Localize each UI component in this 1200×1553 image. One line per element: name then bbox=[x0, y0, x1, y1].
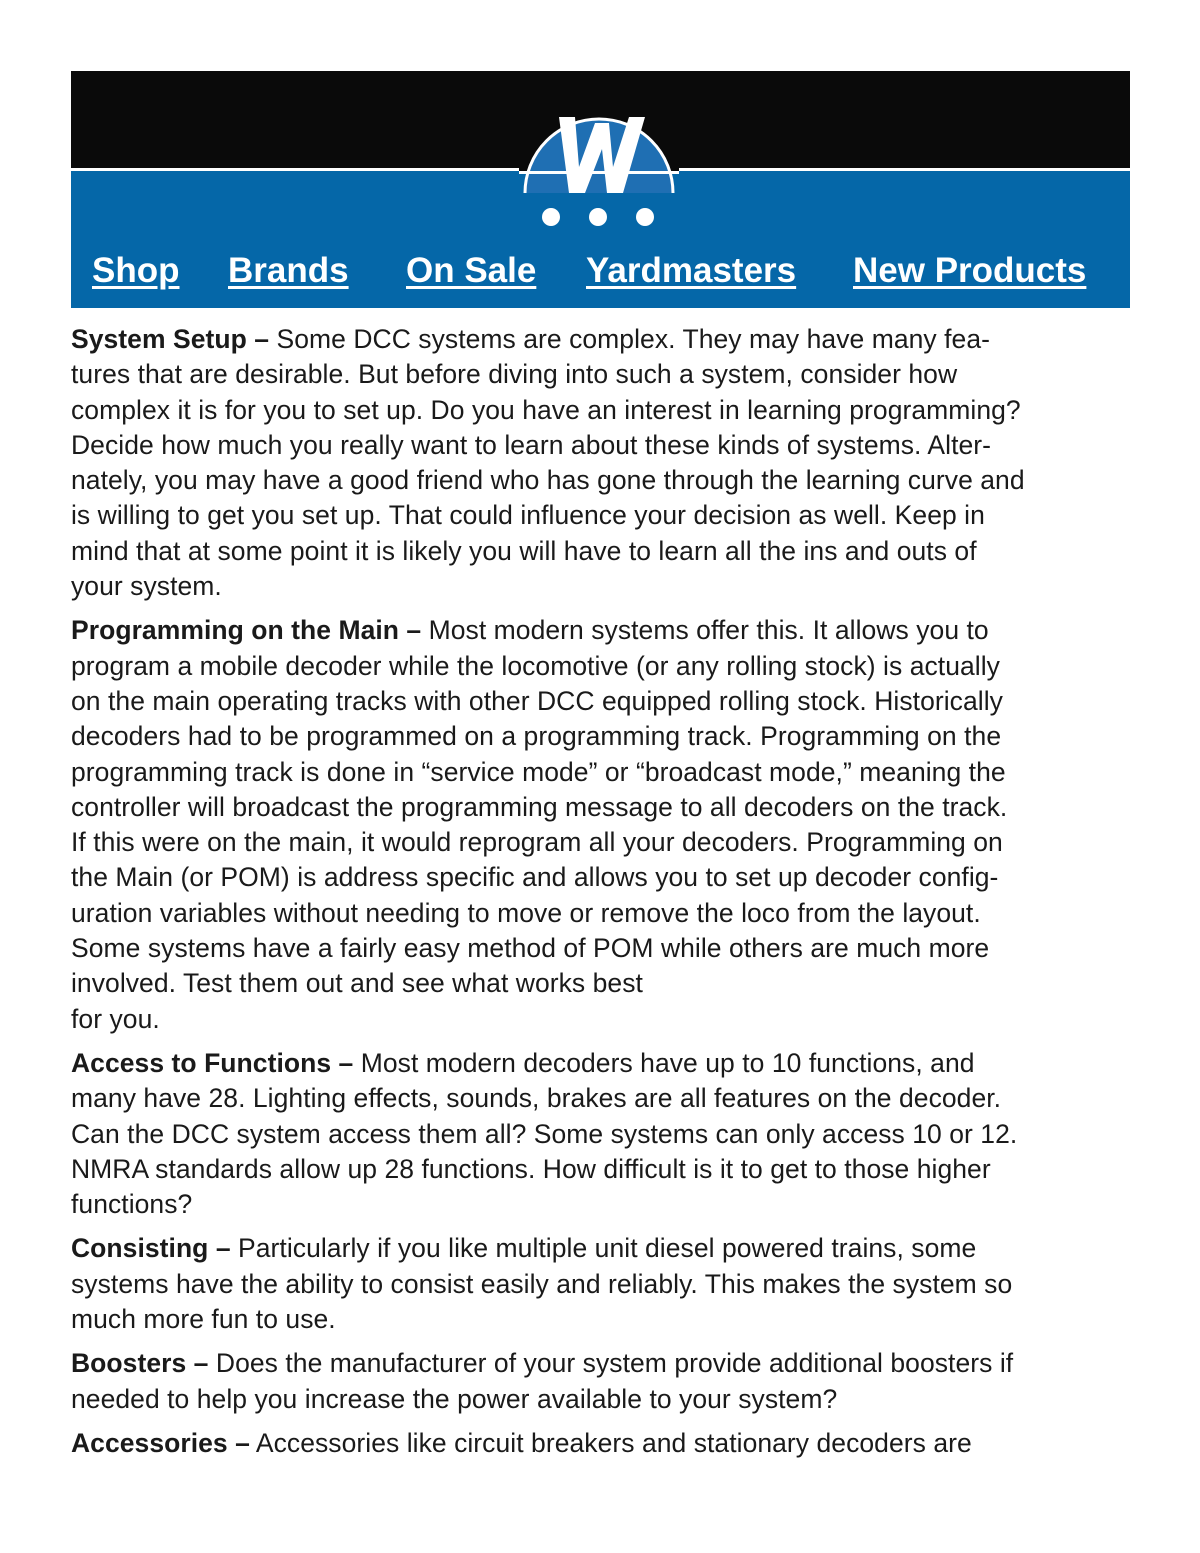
section-line: program a mobile decoder while the locomotive (or any rolling stock) is actually bbox=[71, 650, 1000, 681]
nav-link-new-products[interactable]: New Products bbox=[853, 251, 1087, 290]
section-term: Programming on the Main – bbox=[71, 615, 422, 646]
section-line: Does the manufacturer of your system provide additional boosters if bbox=[215, 1348, 1014, 1379]
section-term: Access to Functions – bbox=[71, 1047, 354, 1078]
section-line: much more fun to use. bbox=[71, 1304, 336, 1335]
section-line: Some systems have a fairly easy method of POM while others are much more bbox=[71, 933, 990, 964]
section-line: complex it is for you to set up. Do you have an interest in learning programming? bbox=[71, 394, 1021, 425]
section-term: Consisting – bbox=[71, 1233, 231, 1264]
section-line: mind that at some point it is likely you will have to learn all the ins and outs of bbox=[71, 535, 977, 566]
section-boosters bbox=[71, 1346, 1137, 1417]
section-term: System Setup – bbox=[71, 324, 270, 354]
section-term: Boosters – bbox=[71, 1348, 209, 1379]
section-line: Can the DCC system access them all? Some systems can only access 10 or 12. bbox=[71, 1118, 1018, 1149]
section-line: NMRA standards allow up 28 functions. How difficult is it to get to those higher bbox=[71, 1153, 991, 1184]
section-line: on the main operating tracks with other DCC equipped rolling stock. Historically bbox=[71, 685, 1003, 716]
section-line: uration variables without needing to move or remove the loco from the layout. bbox=[71, 897, 981, 928]
section-line: for you. bbox=[71, 1003, 160, 1034]
section-line: Particularly if you like multiple unit diesel powered trains, some bbox=[238, 1233, 977, 1264]
section-line: is willing to get you set up. That could influence your decision as well. Keep in bbox=[71, 500, 985, 531]
main-nav bbox=[71, 247, 1130, 297]
section-line: Decide how much you really want to learn about these kinds of systems. Alter- bbox=[71, 429, 992, 460]
section-line: nately, you may have a good friend who has gone through the learning curve and bbox=[71, 465, 1025, 496]
section-line: needed to help you increase the power available to your system? bbox=[71, 1383, 838, 1414]
section-consisting bbox=[71, 1231, 1137, 1337]
section-line: Most modern systems offer this. It allows you to bbox=[428, 615, 989, 646]
section-line: tures that are desirable. But before diving into such a system, consider how bbox=[71, 359, 958, 390]
section-line: Some DCC systems are complex. They may have many fea- bbox=[276, 324, 990, 354]
section-line: many have 28. Lighting effects, sounds, brakes are all features on the decoder. bbox=[71, 1083, 1002, 1114]
section-line: the Main (or POM) is address specific and allows you to set up decoder config- bbox=[71, 862, 999, 893]
section-line: your system. bbox=[71, 571, 222, 602]
section-line: systems have the ability to consist easily and reliably. This makes the system so bbox=[71, 1268, 1013, 1299]
section-term: Accessories – bbox=[71, 1427, 250, 1458]
section-line: controller will broadcast the programming message to all decoders on the track. bbox=[71, 791, 1008, 822]
section-line: Accessories like circuit breakers and stationary decoders are bbox=[255, 1427, 972, 1458]
section-programming-on-main bbox=[71, 613, 1137, 1037]
section-line: Most modern decoders have up to 10 functions, and bbox=[360, 1047, 975, 1078]
nav-link-shop[interactable]: Shop bbox=[92, 251, 180, 290]
section-line: decoders had to be programmed on a programming track. Programming on the bbox=[71, 721, 1002, 752]
nav-link-on-sale[interactable]: On Sale bbox=[406, 251, 537, 290]
header-banner bbox=[71, 71, 1130, 308]
w-dots-logo-icon[interactable] bbox=[519, 93, 679, 243]
nav-link-yardmasters[interactable]: Yardmasters bbox=[586, 251, 797, 290]
section-access-to-functions bbox=[71, 1046, 1137, 1222]
section-system-setup bbox=[71, 322, 1137, 604]
section-line: programming track is done in “service mode” or “broadcast mode,” meaning the bbox=[71, 756, 1006, 787]
nav-link-brands[interactable]: Brands bbox=[228, 251, 349, 290]
section-line: involved. Test them out and see what works best bbox=[71, 968, 643, 999]
article-body bbox=[71, 322, 1137, 1470]
section-line: If this were on the main, it would reprogram all your decoders. Programming on bbox=[71, 827, 1003, 858]
section-line: functions? bbox=[71, 1189, 193, 1220]
section-accessories bbox=[71, 1426, 1137, 1461]
